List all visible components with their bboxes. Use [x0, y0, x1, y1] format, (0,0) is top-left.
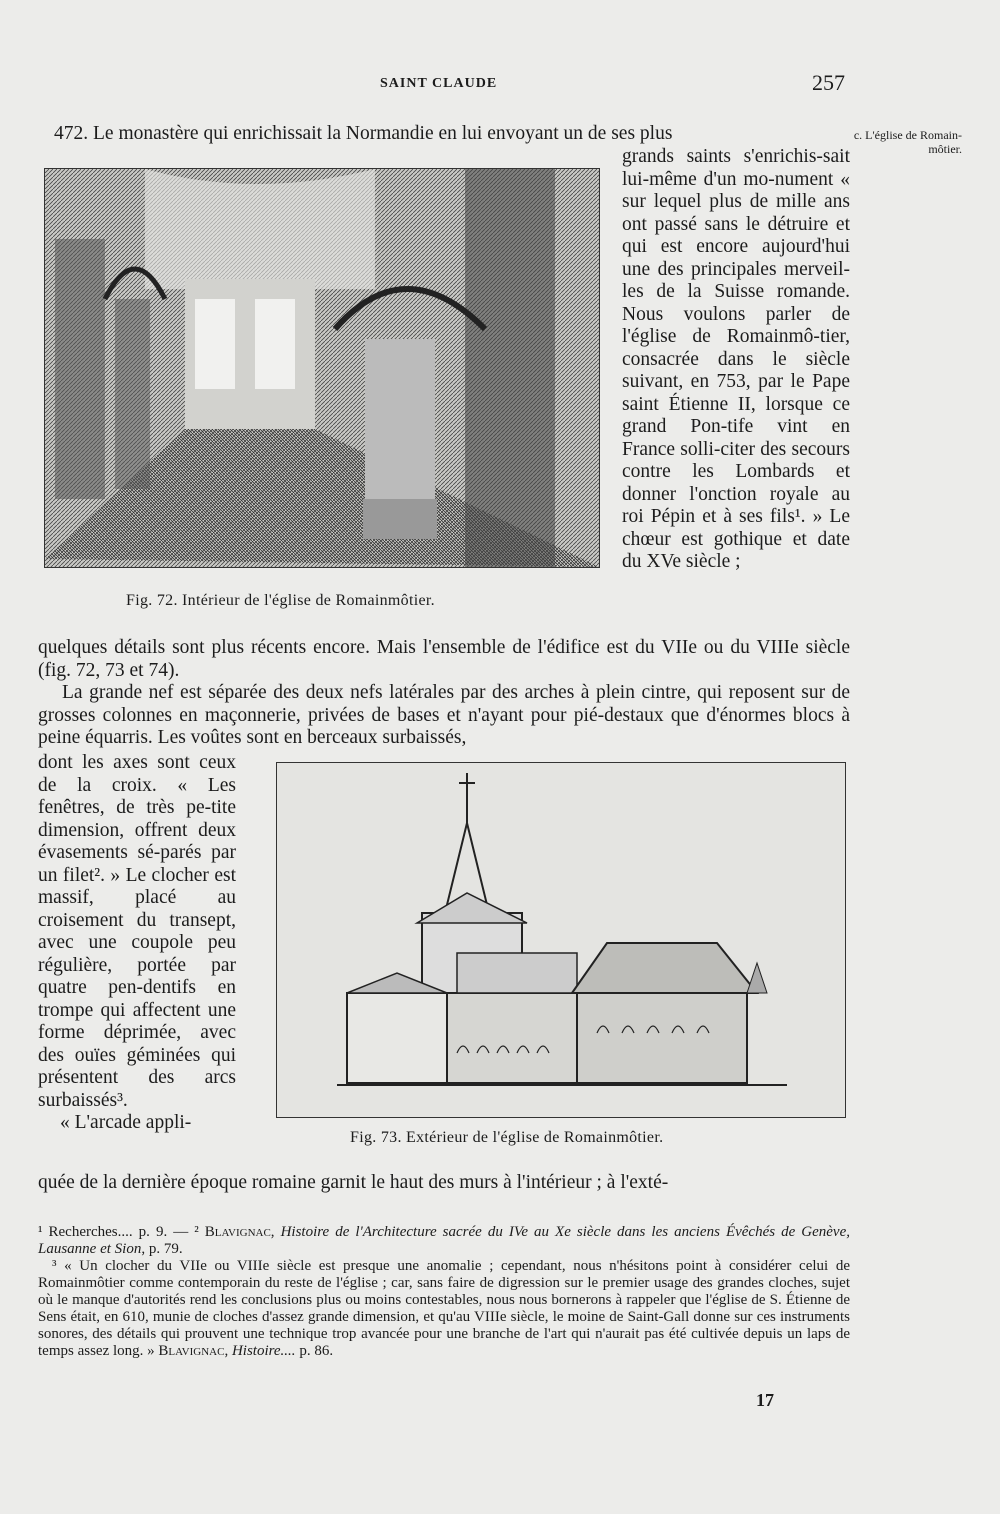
left-column-main: dont les axes sont ceux de la croix. « Les fenêtres, de très pe-tite dimension, offrent deux évasements sé-parés par un filet². » Le clocher est massif, placé au croisement du transept, avec une coupole peu régulière, portée par quatre pen-dentifs en trompe qui affectent une forme déprimée, avec des ouïes géminées qui présentent des arcs surbaissés³. — [38, 752, 236, 1111]
figure-72-caption: Fig. 72. Intérieur de l'église de Romainmôtier. — [126, 592, 435, 609]
paragraph-continuation: quelques détails sont plus récents encore. Mais l'ensemble de l'édifice est du VIIe ou du VIIIe siècle (fig. 72, 73 et 74). — [38, 637, 850, 681]
footnote-3-text: ³ « Un clocher du VIIe ou VIIIe siècle est presque une anomalie ; cependant, nous n'hésitons point à considérer celui de Romainmôtier comme contemporain du reste de l'église ; car, sans faire de digression sur le premier usage des grandes cloches, sujet où le manque d'autorités rend les conclusions plus ou moins contestables, nous nous bornerons à rappeler que l'église de S. Étienne de Sens était, en 610, munie de cloches d'assez grande dimension, et qu'au VIIIe siècle, le moine de Saint-Gall donne sur ces instruments sonores, des détails qui prouvent une technique trop avancée pour une branche de l'art qui n'aurait pas été cultivée depuis un laps de temps assez long. » — [38, 1258, 850, 1359]
footnote-3: ³ « Un clocher du VIIe ou VIIIe siècle est presque une anomalie ; cependant, nous n'hésitons point à considérer celui de Romainmôtier comme contemporain du reste de l'église ; car, sans faire de digression sur le premier usage des grandes cloches, sujet où le manque d'autorités rend les conclusions plus ou moins contestables, nous nous bornerons à rappeler que l'église de S. Étienne de Sens était, en 610, munie de cloches d'assez grande dimension, et qu'au VIIIe siècle, le moine de Saint-Gall donne sur ces instruments sonores, des détails qui prouvent une technique trop avancée pour une branche de l'art qui n'aurait pas été cultivée depuis un laps de temps assez long. » Blavignac, Histoire.... p. 86. — [38, 1258, 850, 1359]
running-title: SAINT CLAUDE — [380, 76, 498, 91]
signature-mark: 17 — [756, 1390, 774, 1410]
page-number: 257 — [812, 70, 845, 95]
footnote-1-2: ¹ Recherches.... p. 9. — ² Blavignac, Histoire de l'Architecture sacrée du IVe au Xe siècle dans les anciens Évêchés de Genève, Lausanne et Sion, p. 79. — [38, 1224, 851, 1257]
figure-73-caption: Fig. 73. Extérieur de l'église de Romainmôtier. — [350, 1129, 664, 1146]
page-header — [0, 70, 1000, 100]
figure-interior-illustration — [44, 168, 600, 568]
margin-note: c. L'église de Romain-môtier. — [853, 128, 962, 156]
full-width-text-a — [38, 637, 850, 750]
footnote-1-text: ¹ Recherches.... p. 9. — ² — [38, 1224, 205, 1240]
paragraph-nave: La grande nef est séparée des deux nefs latérales par des arches à plein cintre, qui reposent sur de grosses colonnes en maçonnerie, privées de bases et n'ayant pour pié-destaux que d'énormes blocs à peine équarris. Les voûtes sont en berceaux surbaissés, — [38, 682, 850, 748]
left-column-end: « L'arcade appli- — [60, 1112, 192, 1133]
footnote-author: Blavignac — [204, 1224, 271, 1240]
footnote-pages: , p. 79. — [141, 1241, 183, 1257]
paragraph-opening: 472. Le monastère qui enrichissait la Normandie en lui envoyant un de ses plus — [54, 123, 673, 144]
left-column-text — [38, 752, 236, 1135]
footnote-title: Histoire de l'Architecture sacrée du IVe au Xe siècle dans les anciens Évêchés de Genève, Lausanne et Sion — [38, 1224, 851, 1257]
figure-exterior-illustration — [276, 762, 846, 1118]
footnote-3-page: p. 86. — [295, 1343, 334, 1359]
right-column-text: grands saints s'enrichis-sait lui-même d'un mo-nument « sur lequel plus de mille ans ont passé sans le détruire et qui est encore aujourd'hui une des principales merveil-les de la Suisse romande. Nous voulons parler de l'église de Romainmô-tier, consacrée dans le siècle suivant, en 753, par le Pape saint Étienne II, lorsque ce grand Pon-tife vint en France solli-citer des secours contre les Lombards et donner l'onction royale au roi Pépin et à ses fils¹. » Le chœur est gothique et date du XVe siècle ; — [622, 146, 850, 572]
footnotes — [38, 1224, 850, 1360]
footnote-3-author: Blavignac — [158, 1343, 225, 1359]
footnote-3-title: Histoire.... — [231, 1343, 296, 1359]
full-width-text-b: quée de la dernière époque romaine garnit le haut des murs à l'intérieur ; à l'exté- — [38, 1172, 669, 1193]
